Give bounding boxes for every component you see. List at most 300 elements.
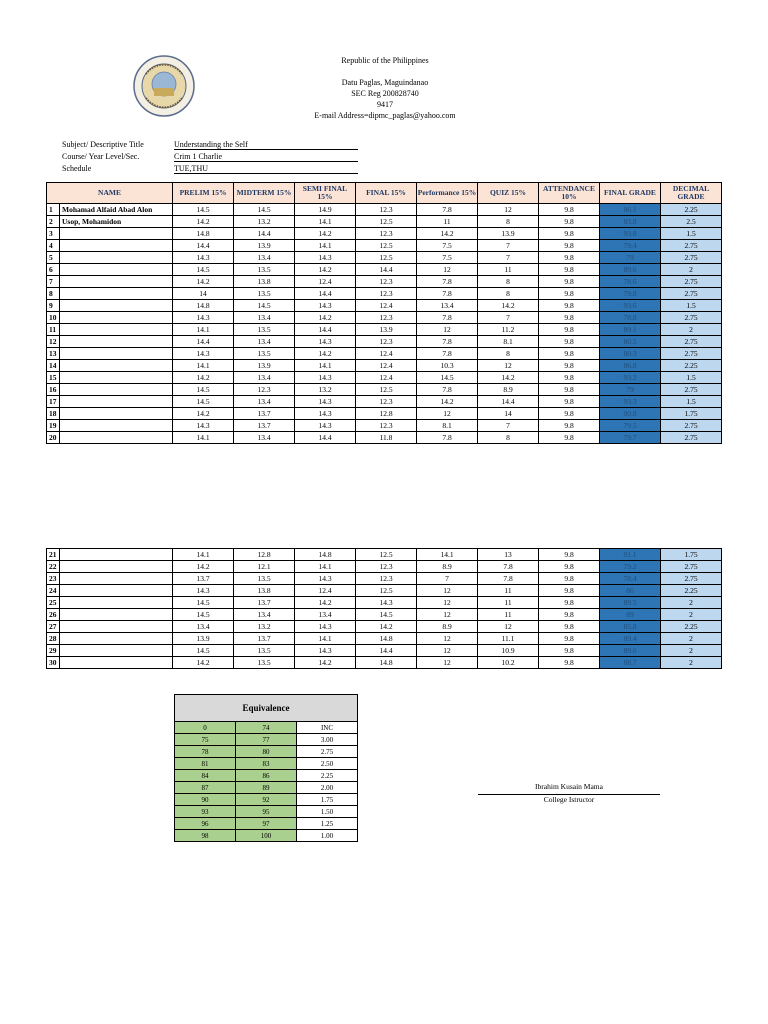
prelim-cell: 14.2 bbox=[173, 372, 234, 384]
prelim-cell: 14.1 bbox=[173, 432, 234, 444]
semi-final-cell: 14.1 bbox=[295, 561, 356, 573]
equiv-from-cell: 87 bbox=[175, 782, 236, 794]
final-grade-cell: 79.2 bbox=[600, 561, 661, 573]
final-cell: 12.3 bbox=[356, 336, 417, 348]
midterm-cell: 12.8 bbox=[234, 549, 295, 561]
semi-final-cell: 14.2 bbox=[295, 312, 356, 324]
table-row bbox=[47, 609, 722, 621]
table-row bbox=[47, 645, 722, 657]
semi-final-cell: 14.1 bbox=[295, 633, 356, 645]
school-header bbox=[240, 55, 530, 121]
attendance-cell: 9.8 bbox=[539, 372, 600, 384]
final-grade-cell: 89.1 bbox=[600, 324, 661, 336]
col-header-final-grade: FINAL GRADE bbox=[600, 183, 661, 204]
final-grade-cell: 78.4 bbox=[600, 573, 661, 585]
attendance-cell: 9.8 bbox=[539, 609, 600, 621]
decimal-grade-cell: 1.75 bbox=[661, 408, 722, 420]
final-grade-cell: 91.1 bbox=[600, 549, 661, 561]
header-line-2: Datu Paglas, Maguindanao bbox=[341, 78, 429, 87]
final-grade-cell: 85.8 bbox=[600, 621, 661, 633]
final-cell: 12.4 bbox=[356, 300, 417, 312]
decimal-grade-cell: 2.25 bbox=[661, 585, 722, 597]
attendance-cell: 9.8 bbox=[539, 657, 600, 669]
row-number: 1 bbox=[47, 204, 60, 216]
final-grade-cell: 79.7 bbox=[600, 432, 661, 444]
quiz-cell: 13 bbox=[478, 549, 539, 561]
attendance-cell: 9.8 bbox=[539, 216, 600, 228]
table-row bbox=[47, 384, 722, 396]
table-row bbox=[47, 312, 722, 324]
performance-cell: 7.8 bbox=[417, 288, 478, 300]
semi-final-cell: 14.3 bbox=[295, 408, 356, 420]
final-cell: 12.5 bbox=[356, 252, 417, 264]
final-cell: 12.5 bbox=[356, 549, 417, 561]
table-row bbox=[47, 408, 722, 420]
equiv-to-cell: 80 bbox=[236, 746, 297, 758]
quiz-cell: 13.9 bbox=[478, 228, 539, 240]
table-row bbox=[47, 360, 722, 372]
row-number: 4 bbox=[47, 240, 60, 252]
semi-final-cell: 14.2 bbox=[295, 657, 356, 669]
equiv-to-cell: 89 bbox=[236, 782, 297, 794]
table-row bbox=[47, 216, 722, 228]
midterm-cell: 13.9 bbox=[234, 360, 295, 372]
midterm-cell: 13.4 bbox=[234, 432, 295, 444]
row-number: 20 bbox=[47, 432, 60, 444]
prelim-cell: 14.3 bbox=[173, 348, 234, 360]
semi-final-cell: 14.3 bbox=[295, 372, 356, 384]
student-name-cell bbox=[60, 348, 173, 360]
quiz-cell: 11 bbox=[478, 597, 539, 609]
midterm-cell: 14.4 bbox=[234, 228, 295, 240]
quiz-cell: 14.2 bbox=[478, 300, 539, 312]
performance-cell: 12 bbox=[417, 324, 478, 336]
student-name-cell bbox=[60, 324, 173, 336]
semi-final-cell: 12.4 bbox=[295, 276, 356, 288]
final-cell: 12.3 bbox=[356, 276, 417, 288]
final-grade-cell: 88.7 bbox=[600, 657, 661, 669]
table-row bbox=[47, 276, 722, 288]
decimal-grade-cell: 2.75 bbox=[661, 384, 722, 396]
midterm-cell: 13.5 bbox=[234, 645, 295, 657]
attendance-cell: 9.8 bbox=[539, 432, 600, 444]
semi-final-cell: 14.3 bbox=[295, 420, 356, 432]
semi-final-cell: 14.2 bbox=[295, 348, 356, 360]
semi-final-cell: 14.2 bbox=[295, 597, 356, 609]
attendance-cell: 9.8 bbox=[539, 312, 600, 324]
final-grade-cell: 78.8 bbox=[600, 312, 661, 324]
schedule-value: TUE,THU bbox=[174, 164, 358, 174]
performance-cell: 12 bbox=[417, 633, 478, 645]
student-name-cell bbox=[60, 657, 173, 669]
quiz-cell: 7 bbox=[478, 420, 539, 432]
quiz-cell: 7 bbox=[478, 312, 539, 324]
quiz-cell: 11.2 bbox=[478, 324, 539, 336]
performance-cell: 14.1 bbox=[417, 549, 478, 561]
grade-table bbox=[46, 182, 722, 444]
quiz-cell: 8 bbox=[478, 276, 539, 288]
row-number: 18 bbox=[47, 408, 60, 420]
attendance-cell: 9.8 bbox=[539, 420, 600, 432]
midterm-cell: 13.5 bbox=[234, 324, 295, 336]
midterm-cell: 13.4 bbox=[234, 396, 295, 408]
decimal-grade-cell: 2.25 bbox=[661, 360, 722, 372]
header-line-4: 9417 bbox=[377, 100, 393, 109]
performance-cell: 14.2 bbox=[417, 228, 478, 240]
attendance-cell: 9.8 bbox=[539, 561, 600, 573]
equiv-grade-cell: 1.50 bbox=[297, 806, 358, 818]
quiz-cell: 8 bbox=[478, 348, 539, 360]
midterm-cell: 13.4 bbox=[234, 252, 295, 264]
header-email: E-mail Address=dipmc_paglas@yahoo.com bbox=[314, 111, 456, 120]
performance-cell: 7.8 bbox=[417, 312, 478, 324]
signature-block bbox=[478, 782, 660, 805]
performance-cell: 7.5 bbox=[417, 252, 478, 264]
quiz-cell: 10.9 bbox=[478, 645, 539, 657]
prelim-cell: 14.4 bbox=[173, 336, 234, 348]
performance-cell: 12 bbox=[417, 597, 478, 609]
table-row bbox=[47, 252, 722, 264]
final-grade-cell: 86.1 bbox=[600, 204, 661, 216]
prelim-cell: 14.8 bbox=[173, 300, 234, 312]
student-name-cell bbox=[60, 372, 173, 384]
final-grade-cell: 79.4 bbox=[600, 240, 661, 252]
semi-final-cell: 14.1 bbox=[295, 216, 356, 228]
final-cell: 14.2 bbox=[356, 621, 417, 633]
final-grade-cell: 93.3 bbox=[600, 396, 661, 408]
student-name-cell bbox=[60, 300, 173, 312]
equiv-from-cell: 84 bbox=[175, 770, 236, 782]
final-grade-cell: 83.8 bbox=[600, 216, 661, 228]
decimal-grade-cell: 2 bbox=[661, 633, 722, 645]
decimal-grade-cell: 2 bbox=[661, 264, 722, 276]
prelim-cell: 14.1 bbox=[173, 549, 234, 561]
row-number: 25 bbox=[47, 597, 60, 609]
midterm-cell: 12.3 bbox=[234, 384, 295, 396]
prelim-cell: 14.5 bbox=[173, 204, 234, 216]
final-grade-cell: 93.2 bbox=[600, 372, 661, 384]
row-number: 26 bbox=[47, 609, 60, 621]
student-name-cell bbox=[60, 408, 173, 420]
prelim-cell: 14.2 bbox=[173, 276, 234, 288]
midterm-cell: 13.7 bbox=[234, 420, 295, 432]
quiz-cell: 7 bbox=[478, 252, 539, 264]
prelim-cell: 14.1 bbox=[173, 360, 234, 372]
semi-final-cell: 14.8 bbox=[295, 549, 356, 561]
attendance-cell: 9.8 bbox=[539, 408, 600, 420]
subject-value: Understanding the Self bbox=[174, 140, 358, 150]
attendance-cell: 9.8 bbox=[539, 252, 600, 264]
row-number: 14 bbox=[47, 360, 60, 372]
equivalence-row bbox=[175, 734, 358, 746]
row-number: 19 bbox=[47, 420, 60, 432]
table-row bbox=[47, 204, 722, 216]
prelim-cell: 14.3 bbox=[173, 585, 234, 597]
midterm-cell: 13.5 bbox=[234, 657, 295, 669]
quiz-cell: 8.9 bbox=[478, 384, 539, 396]
row-number: 15 bbox=[47, 372, 60, 384]
table-row bbox=[47, 372, 722, 384]
subject-label: Subject/ Descriptive Title bbox=[62, 140, 144, 149]
equiv-grade-cell: 1.25 bbox=[297, 818, 358, 830]
semi-final-cell: 14.3 bbox=[295, 300, 356, 312]
attendance-cell: 9.8 bbox=[539, 264, 600, 276]
semi-final-cell: 14.3 bbox=[295, 336, 356, 348]
midterm-cell: 13.5 bbox=[234, 288, 295, 300]
semi-final-cell: 13.4 bbox=[295, 609, 356, 621]
quiz-cell: 11.1 bbox=[478, 633, 539, 645]
final-cell: 14.5 bbox=[356, 609, 417, 621]
final-grade-cell: 89 bbox=[600, 609, 661, 621]
decimal-grade-cell: 2.75 bbox=[661, 240, 722, 252]
final-cell: 14.4 bbox=[356, 264, 417, 276]
midterm-cell: 13.8 bbox=[234, 585, 295, 597]
student-name-cell bbox=[60, 240, 173, 252]
quiz-cell: 8 bbox=[478, 432, 539, 444]
performance-cell: 8.9 bbox=[417, 621, 478, 633]
attendance-cell: 9.8 bbox=[539, 384, 600, 396]
midterm-cell: 13.7 bbox=[234, 597, 295, 609]
decimal-grade-cell: 2.75 bbox=[661, 573, 722, 585]
quiz-cell: 7 bbox=[478, 240, 539, 252]
attendance-cell: 9.8 bbox=[539, 204, 600, 216]
row-number: 9 bbox=[47, 300, 60, 312]
semi-final-cell: 14.1 bbox=[295, 360, 356, 372]
row-number: 28 bbox=[47, 633, 60, 645]
table-row bbox=[47, 585, 722, 597]
decimal-grade-cell: 2.25 bbox=[661, 621, 722, 633]
decimal-grade-cell: 2 bbox=[661, 657, 722, 669]
final-cell: 14.8 bbox=[356, 657, 417, 669]
performance-cell: 12 bbox=[417, 408, 478, 420]
student-name-cell bbox=[60, 597, 173, 609]
midterm-cell: 13.9 bbox=[234, 240, 295, 252]
equiv-grade-cell: 2.75 bbox=[297, 746, 358, 758]
prelim-cell: 14.2 bbox=[173, 216, 234, 228]
student-name-cell bbox=[60, 360, 173, 372]
decimal-grade-cell: 1.5 bbox=[661, 372, 722, 384]
decimal-grade-cell: 1.5 bbox=[661, 228, 722, 240]
header-line-1: Republic of the Philippines bbox=[341, 56, 429, 65]
prelim-cell: 14.5 bbox=[173, 384, 234, 396]
final-grade-cell: 79 bbox=[600, 252, 661, 264]
col-header-midterm: MIDTERM 15% bbox=[234, 183, 295, 204]
attendance-cell: 9.8 bbox=[539, 549, 600, 561]
table-row bbox=[47, 597, 722, 609]
equivalence-title: Equivalence bbox=[175, 695, 358, 722]
equiv-to-cell: 92 bbox=[236, 794, 297, 806]
student-name-cell bbox=[60, 573, 173, 585]
equiv-grade-cell: INC bbox=[297, 722, 358, 734]
prelim-cell: 14 bbox=[173, 288, 234, 300]
row-number: 6 bbox=[47, 264, 60, 276]
final-cell: 12.5 bbox=[356, 384, 417, 396]
student-name-cell bbox=[60, 264, 173, 276]
attendance-cell: 9.8 bbox=[539, 645, 600, 657]
row-number: 27 bbox=[47, 621, 60, 633]
final-cell: 12.5 bbox=[356, 216, 417, 228]
semi-final-cell: 14.3 bbox=[295, 573, 356, 585]
decimal-grade-cell: 1.5 bbox=[661, 396, 722, 408]
attendance-cell: 9.8 bbox=[539, 633, 600, 645]
quiz-cell: 14.4 bbox=[478, 396, 539, 408]
quiz-cell: 11 bbox=[478, 585, 539, 597]
decimal-grade-cell: 2 bbox=[661, 645, 722, 657]
equivalence-row bbox=[175, 770, 358, 782]
row-number: 22 bbox=[47, 561, 60, 573]
col-header-semi-final: SEMI FINAL 15% bbox=[295, 183, 356, 204]
grade-table-continued bbox=[46, 548, 722, 669]
col-header-attendance: ATTENDANCE 10% bbox=[539, 183, 600, 204]
final-grade-cell: 79.8 bbox=[600, 288, 661, 300]
prelim-cell: 14.3 bbox=[173, 420, 234, 432]
semi-final-cell: 14.4 bbox=[295, 288, 356, 300]
equivalence-row bbox=[175, 758, 358, 770]
midterm-cell: 13.4 bbox=[234, 336, 295, 348]
course-value: Crim 1 Charlie bbox=[174, 152, 358, 162]
quiz-cell: 12 bbox=[478, 360, 539, 372]
final-cell: 12.3 bbox=[356, 288, 417, 300]
student-name-cell bbox=[60, 336, 173, 348]
final-grade-cell: 80.5 bbox=[600, 336, 661, 348]
row-number: 24 bbox=[47, 585, 60, 597]
row-number: 29 bbox=[47, 645, 60, 657]
performance-cell: 7.8 bbox=[417, 336, 478, 348]
table-row bbox=[47, 336, 722, 348]
table-row bbox=[47, 324, 722, 336]
equivalence-row bbox=[175, 806, 358, 818]
final-grade-cell: 89.4 bbox=[600, 633, 661, 645]
col-header-performance: Performance 15% bbox=[417, 183, 478, 204]
semi-final-cell: 14.3 bbox=[295, 645, 356, 657]
performance-cell: 7.8 bbox=[417, 276, 478, 288]
equiv-from-cell: 78 bbox=[175, 746, 236, 758]
equiv-grade-cell: 2.00 bbox=[297, 782, 358, 794]
midterm-cell: 14.5 bbox=[234, 204, 295, 216]
col-header-quiz: QUIZ 15% bbox=[478, 183, 539, 204]
semi-final-cell: 14.3 bbox=[295, 621, 356, 633]
quiz-cell: 7.8 bbox=[478, 573, 539, 585]
table-row bbox=[47, 432, 722, 444]
equiv-to-cell: 100 bbox=[236, 830, 297, 842]
performance-cell: 12 bbox=[417, 609, 478, 621]
semi-final-cell: 14.9 bbox=[295, 204, 356, 216]
table-row bbox=[47, 348, 722, 360]
prelim-cell: 14.2 bbox=[173, 408, 234, 420]
semi-final-cell: 14.2 bbox=[295, 264, 356, 276]
equivalence-row bbox=[175, 722, 358, 734]
performance-cell: 7.8 bbox=[417, 384, 478, 396]
row-number: 12 bbox=[47, 336, 60, 348]
row-number: 11 bbox=[47, 324, 60, 336]
decimal-grade-cell: 2.75 bbox=[661, 432, 722, 444]
final-cell: 14.8 bbox=[356, 633, 417, 645]
prelim-cell: 14.3 bbox=[173, 312, 234, 324]
student-name-cell bbox=[60, 420, 173, 432]
quiz-cell: 12 bbox=[478, 621, 539, 633]
instructor-name: Ibrahim Kusain Mama bbox=[535, 782, 603, 791]
equiv-to-cell: 74 bbox=[236, 722, 297, 734]
final-cell: 12.3 bbox=[356, 396, 417, 408]
row-number: 30 bbox=[47, 657, 60, 669]
final-cell: 12.4 bbox=[356, 360, 417, 372]
table-row bbox=[47, 264, 722, 276]
final-grade-cell: 89.5 bbox=[600, 597, 661, 609]
semi-final-cell: 14.2 bbox=[295, 228, 356, 240]
equivalence-row bbox=[175, 782, 358, 794]
final-grade-cell: 78.6 bbox=[600, 276, 661, 288]
table-row bbox=[47, 288, 722, 300]
final-grade-cell: 86 bbox=[600, 585, 661, 597]
performance-cell: 11 bbox=[417, 216, 478, 228]
student-name-cell bbox=[60, 549, 173, 561]
attendance-cell: 9.8 bbox=[539, 621, 600, 633]
midterm-cell: 13.8 bbox=[234, 276, 295, 288]
quiz-cell: 8 bbox=[478, 216, 539, 228]
final-grade-cell: 93.8 bbox=[600, 228, 661, 240]
quiz-cell: 10.2 bbox=[478, 657, 539, 669]
attendance-cell: 9.8 bbox=[539, 240, 600, 252]
decimal-grade-cell: 1.5 bbox=[661, 300, 722, 312]
row-number: 10 bbox=[47, 312, 60, 324]
table-row bbox=[47, 549, 722, 561]
final-cell: 12.5 bbox=[356, 240, 417, 252]
decimal-grade-cell: 1.75 bbox=[661, 549, 722, 561]
midterm-cell: 13.2 bbox=[234, 621, 295, 633]
decimal-grade-cell: 2.75 bbox=[661, 288, 722, 300]
performance-cell: 12 bbox=[417, 657, 478, 669]
final-grade-cell: 90.8 bbox=[600, 408, 661, 420]
decimal-grade-cell: 2.75 bbox=[661, 561, 722, 573]
quiz-cell: 14.2 bbox=[478, 372, 539, 384]
prelim-cell: 14.4 bbox=[173, 240, 234, 252]
row-number: 13 bbox=[47, 348, 60, 360]
student-name-cell: Mohamad Alfaid Abad Alon bbox=[60, 204, 173, 216]
equiv-to-cell: 97 bbox=[236, 818, 297, 830]
decimal-grade-cell: 2.75 bbox=[661, 276, 722, 288]
performance-cell: 7.8 bbox=[417, 432, 478, 444]
equiv-from-cell: 98 bbox=[175, 830, 236, 842]
instructor-title: College Istructor bbox=[543, 795, 595, 804]
equiv-from-cell: 81 bbox=[175, 758, 236, 770]
equiv-to-cell: 83 bbox=[236, 758, 297, 770]
final-grade-cell: 79 bbox=[600, 384, 661, 396]
equivalence-table bbox=[174, 694, 358, 842]
final-cell: 12.5 bbox=[356, 585, 417, 597]
equiv-to-cell: 86 bbox=[236, 770, 297, 782]
col-header-name: NAME bbox=[47, 183, 173, 204]
equiv-grade-cell: 2.50 bbox=[297, 758, 358, 770]
student-name-cell bbox=[60, 384, 173, 396]
row-number: 7 bbox=[47, 276, 60, 288]
student-name-cell: Usop, Mohamidon bbox=[60, 216, 173, 228]
student-name-cell bbox=[60, 252, 173, 264]
midterm-cell: 12.1 bbox=[234, 561, 295, 573]
semi-final-cell: 13.2 bbox=[295, 384, 356, 396]
midterm-cell: 13.2 bbox=[234, 216, 295, 228]
table-row bbox=[47, 633, 722, 645]
equivalence-row bbox=[175, 818, 358, 830]
decimal-grade-cell: 2.25 bbox=[661, 204, 722, 216]
performance-cell: 8.9 bbox=[417, 561, 478, 573]
performance-cell: 7.8 bbox=[417, 348, 478, 360]
semi-final-cell: 14.3 bbox=[295, 396, 356, 408]
performance-cell: 7.5 bbox=[417, 240, 478, 252]
semi-final-cell: 14.4 bbox=[295, 432, 356, 444]
midterm-cell: 14.5 bbox=[234, 300, 295, 312]
midterm-cell: 13.4 bbox=[234, 609, 295, 621]
table-row bbox=[47, 621, 722, 633]
